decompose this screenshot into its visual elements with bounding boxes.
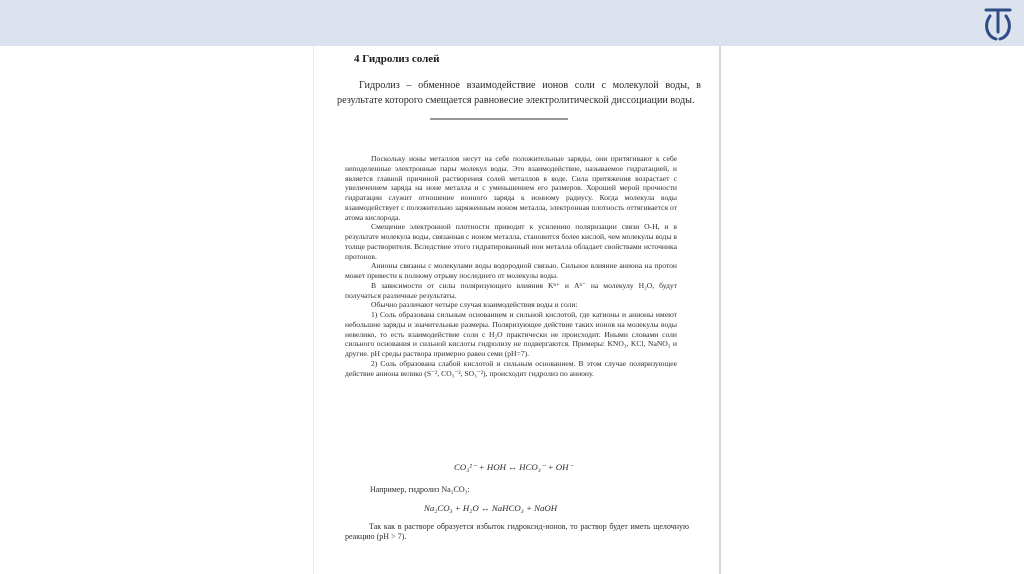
paragraph: Анионы связаны с молекулами воды водородной связью. Сильное влияние аниона на протон может привести к полному отрыву последнего от молекулы воды. bbox=[345, 261, 677, 280]
paragraph: Поскольку ионы металлов несут на себе положительные заряды, они притягивают к себе неподеленные электронные пары молекул воды. Это взаимодействие, называемое гидратацией, и является главной причиной растворения солей металлов в воде. Сила притяжения возрастает с увеличением заряда на ионе металла и с уменьшением его размеров. Хорошей мерой прочности гидратации служит отношение ионного заряда к ионному радиусу. Когда молекула воды взаимодействует с положительно заряженным ионом металла, электронная плотность оттягивается от атома кислорода. bbox=[345, 154, 677, 222]
paragraph: Смещение электронной плотности приводит к усилению поляризации связи О-Н, и в результате молекула воды, связанная с ионом металла, становится более кислой, чем молекулы воды в толще растворителя. Вследствие этого гидратированный ион металла обладает свойствами источника протонов. bbox=[345, 222, 677, 261]
section-title: 4 Гидролиз солей bbox=[354, 53, 440, 65]
equation-1: CO₃²⁻ + HOH ↔ HCO₃⁻ + OH⁻ bbox=[454, 462, 574, 472]
header-bar bbox=[0, 0, 1024, 46]
underline-divider bbox=[430, 118, 568, 120]
body-text bbox=[345, 154, 677, 378]
equation-2: Na₂CO₃ + H₂O ↔ NaHCO₃ + NaOH bbox=[424, 503, 558, 513]
paragraph: 2) Соль образована слабой кислотой и сильным основанием. В этом случае поляризующее действие аниона велико (S⁻², CO₃⁻², SO₃⁻²), происходит гидролиз по аниону. bbox=[345, 358, 677, 378]
paragraph: В зависимости от силы поляризующего влияния Kⁿ⁺ и Aⁿ⁻ на молекулу H₂O, будут получаться различные результаты. bbox=[345, 280, 677, 300]
tusur-monogram-icon bbox=[978, 2, 1018, 44]
paragraph: Обычно различают четыре случая взаимодействия воды и соли: bbox=[371, 300, 578, 310]
paragraph: 1) Соль образована сильным основанием и сильной кислотой, где катионы и анионы имеют небольшие заряды и значительные размеры. Поляризующее действие таких ионов на молекулы воды невелико, то есть взаимодействие соли с H₂O практически не происходит. Иными словами соли сильного основания и сильной кислоты гидролизу не подвергаются. Примеры: KNO₃, KCl, NaNO₃ и другие. pH среды раствора примерно равен семи (pH=7). bbox=[345, 310, 677, 358]
page-right-edge bbox=[719, 46, 721, 574]
definition-text: Гидролиз – обменное взаимодействие ионов соли с молекулой воды, в результате которого смещается равновесие электролитической диссоциации воды. bbox=[337, 80, 701, 106]
conclusion-text: Так как в растворе образуется избыток гидроксид-ионов, то раствор будет иметь щелочную реакцию (pH > 7). bbox=[345, 522, 689, 541]
example-label: Например, гидролиз Na₂CO₃: bbox=[370, 485, 470, 494]
page-left-edge bbox=[313, 46, 314, 574]
